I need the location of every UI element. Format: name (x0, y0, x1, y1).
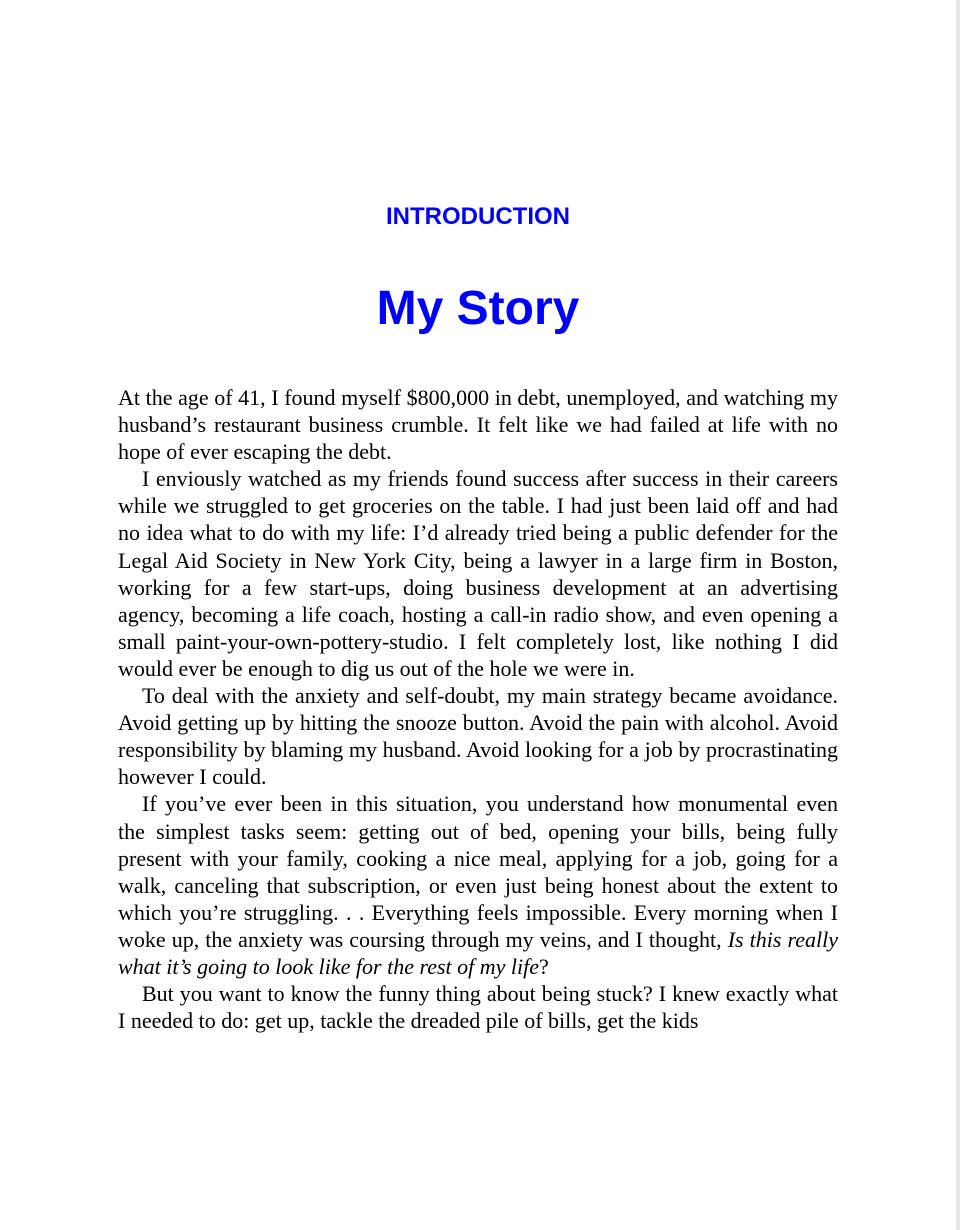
chapter-label: INTRODUCTION (386, 203, 570, 230)
paragraph-5: But you want to know the funny thing about being stuck? I knew exactly what I needed to do: get up, tackle the dreaded pile of bills, get the kids (118, 981, 838, 1034)
body-text (118, 384, 838, 1034)
paragraph-2: I enviously watched as my friends found success after success in their careers while we struggled to get groceries on the table. I had just been laid off and had no idea what to do with my life: I’d already tried being a public defender for the Legal Aid Society in New York City, being a lawyer in a large firm in Boston, working for a few start-ups, doing business development at an advertising agency, becoming a life coach, hosting a call-in radio show, and even opening a small paint-your-own-pottery-studio. I felt completely lost, like nothing I did would ever be enough to dig us out of the hole we were in. (118, 466, 838, 681)
page-edge-divider (956, 0, 960, 1230)
paragraph-4 (118, 790, 838, 980)
paragraph-4-text: If you’ve ever been in this situation, you understand how monumental even the simplest tasks seem: getting out of bed, opening your bills, being fully present with your family, cooking a nice meal, applying for a job, going for a walk, canceling that subscription, or even just being honest about the extent to which you’re struggling. . . Everything feels impossible. Every morning when I woke up, the anxiety was coursing through my veins, and I thought, (118, 791, 838, 952)
paragraph-1: At the age of 41, I found myself $800,000 in debt, unemployed, and watching my husband’s restaurant business crumble. It felt like we had failed at life with no hope of ever escaping the debt. (118, 385, 838, 465)
paragraph-4-end: ? (539, 953, 549, 979)
chapter-title: My Story (376, 282, 580, 335)
paragraph-4-italic-thought: Is this really what it’s going to look like for the rest of my life (118, 926, 838, 979)
paragraph-3: To deal with the anxiety and self-doubt, my main strategy became avoidance. Avoid getting up by hitting the snooze button. Avoid the pain with alcohol. Avoid responsibility by blaming my husband. Avoid looking for a job by procrastinating however I could. (118, 683, 838, 790)
